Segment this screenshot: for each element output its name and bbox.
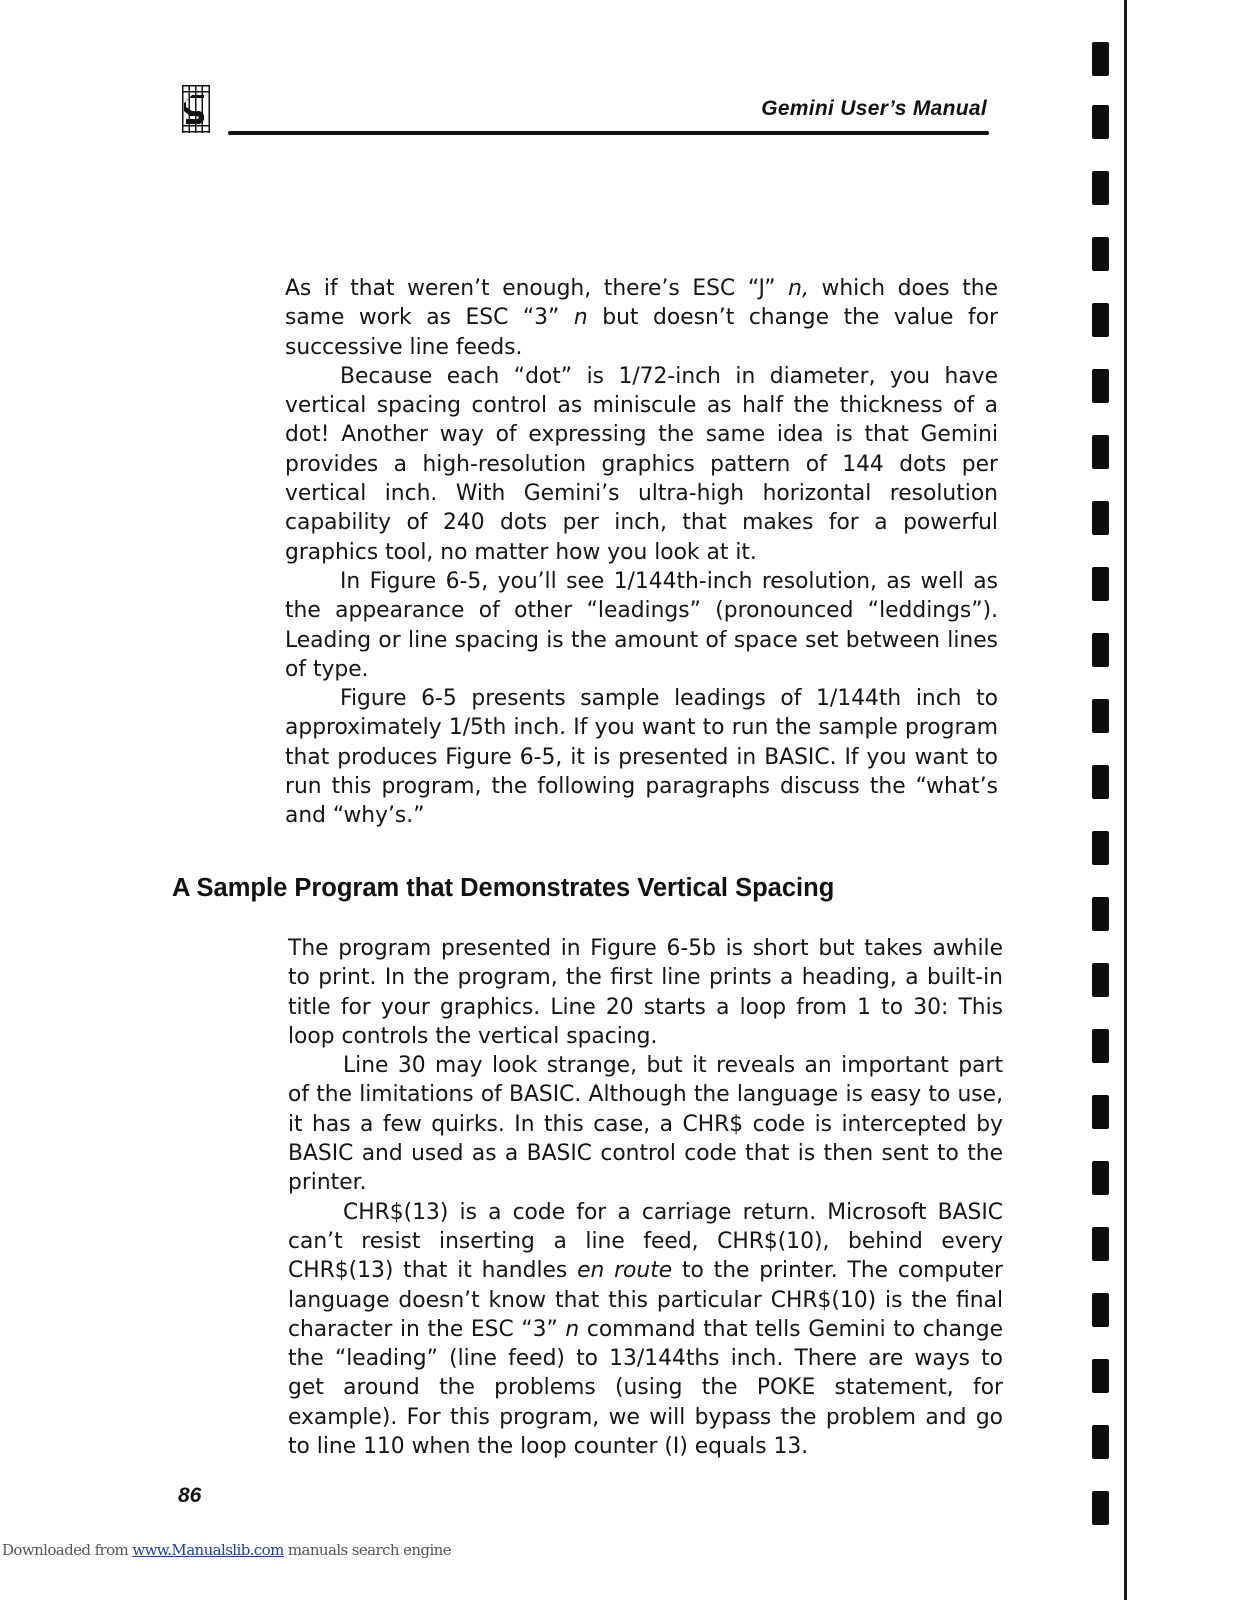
- star-micronics-s-logo-icon: [182, 85, 210, 133]
- binding-hole: [1092, 369, 1109, 403]
- binding-hole: [1092, 1227, 1109, 1261]
- paragraph: Line 30 may look strange, but it reveals an important part of the limitations of BASIC. Although the language is easy to use, it has a few quirks. In this case, a CHR$ code is intercepted by BASIC and used as a BASIC control code that is then sent to the printer.: [288, 1053, 1003, 1196]
- binding-hole: [1092, 963, 1109, 997]
- section-heading: A Sample Program that Demonstrates Vertical Spacing: [172, 874, 835, 902]
- binding-hole: [1092, 303, 1109, 337]
- paragraph: [288, 1198, 1003, 1462]
- text-run: CHR$(13) is a code for a carriage return. Microsoft BASIC can’t resist inserting a line feed, CHR$(10), behind every CHR$(13) that it handles: [288, 1199, 1003, 1284]
- italic-run: en route: [577, 1258, 673, 1284]
- header-rule: [228, 131, 989, 135]
- binding-hole: [1092, 1491, 1109, 1525]
- binding-hole: [1092, 897, 1109, 931]
- intro-text-block: [285, 274, 998, 831]
- paragraph: [285, 274, 998, 362]
- binding-hole: [1092, 1425, 1109, 1459]
- binding-hole: [1092, 765, 1109, 799]
- binding-hole: [1092, 1029, 1109, 1063]
- binding-hole: [1092, 1359, 1109, 1393]
- binding-hole: [1092, 699, 1109, 733]
- download-footer: [2, 1541, 451, 1559]
- paragraph: The program presented in Figure 6-5b is short but takes awhile to print. In the program, the first line prints a heading, a built-in title for your graphics. Line 20 starts a loop from 1 to 30: This loop controls the vertical spacing.: [288, 936, 1003, 1049]
- paragraph: In Figure 6-5, you’ll see 1/144th-inch resolution, as well as the appearance of other “leadings” (pronounced “leddings”). Leading or line spacing is the amount of space set between lines of type.: [285, 568, 998, 682]
- running-head: Gemini User’s Manual: [761, 97, 987, 120]
- manualslib-link[interactable]: www.Manualslib.com: [132, 1541, 284, 1559]
- binding-hole: [1092, 435, 1109, 469]
- text-run: command that tells Gemini to change the “leading” (line feed) to 13/144ths inch. There are ways to get around the problems (using the POKE statement, for example). For this program, we will bypass the problem and go to line 110 when the loop counter (I) equals 13.: [288, 1316, 1003, 1460]
- footer-prefix: Downloaded from: [2, 1541, 133, 1559]
- binding-hole: [1092, 1095, 1109, 1129]
- spiral-binding-holes-icon: [1092, 40, 1112, 1570]
- binding-hole: [1092, 633, 1109, 667]
- paragraph: Because each “dot” is 1/72-inch in diameter, you have vertical spacing control as miniscule as half the thickness of a dot! Another way of expressing the same idea is that Gemini provides a high-resolution graphics pattern of 144 dots per vertical inch. With Gemini’s ultra-high horizontal resolution capability of 240 dots per inch, that makes for a powerful graphics tool, no matter how you look at it.: [285, 363, 998, 565]
- text-run: As if that weren’t enough, there’s ESC “J”: [285, 276, 789, 301]
- page-edge-line: [1124, 0, 1127, 1600]
- section-text-block: [288, 934, 1003, 1461]
- binding-hole: [1092, 1293, 1109, 1327]
- binding-hole: [1092, 42, 1109, 76]
- binding-hole: [1092, 501, 1109, 535]
- italic-run: n,: [788, 276, 809, 301]
- binding-hole: [1092, 237, 1109, 271]
- binding-hole: [1092, 1161, 1109, 1195]
- paragraph: Figure 6-5 presents sample leadings of 1/144th inch to approximately 1/5th inch. If you want to run the sample program that produces Figure 6-5, it is presented in BASIC. If you want to run this program, the following paragraphs discuss the “what’s and “why’s.”: [285, 686, 998, 829]
- italic-run: n: [573, 305, 588, 331]
- footer-suffix: manuals search engine: [283, 1541, 451, 1559]
- text-run: to the printer. The computer language doesn’t know that this particular CHR$(10) is the final character in the ESC “3”: [288, 1258, 1003, 1342]
- text-run: but doesn’t change the value for successive line feeds.: [285, 305, 998, 360]
- binding-hole: [1092, 831, 1109, 865]
- text-run: which does the same work as ESC “3”: [285, 276, 998, 331]
- italic-run: n: [565, 1316, 580, 1342]
- binding-hole: [1092, 171, 1109, 205]
- binding-hole: [1092, 105, 1109, 139]
- binding-hole: [1092, 567, 1109, 601]
- page-number: 86: [178, 1484, 202, 1507]
